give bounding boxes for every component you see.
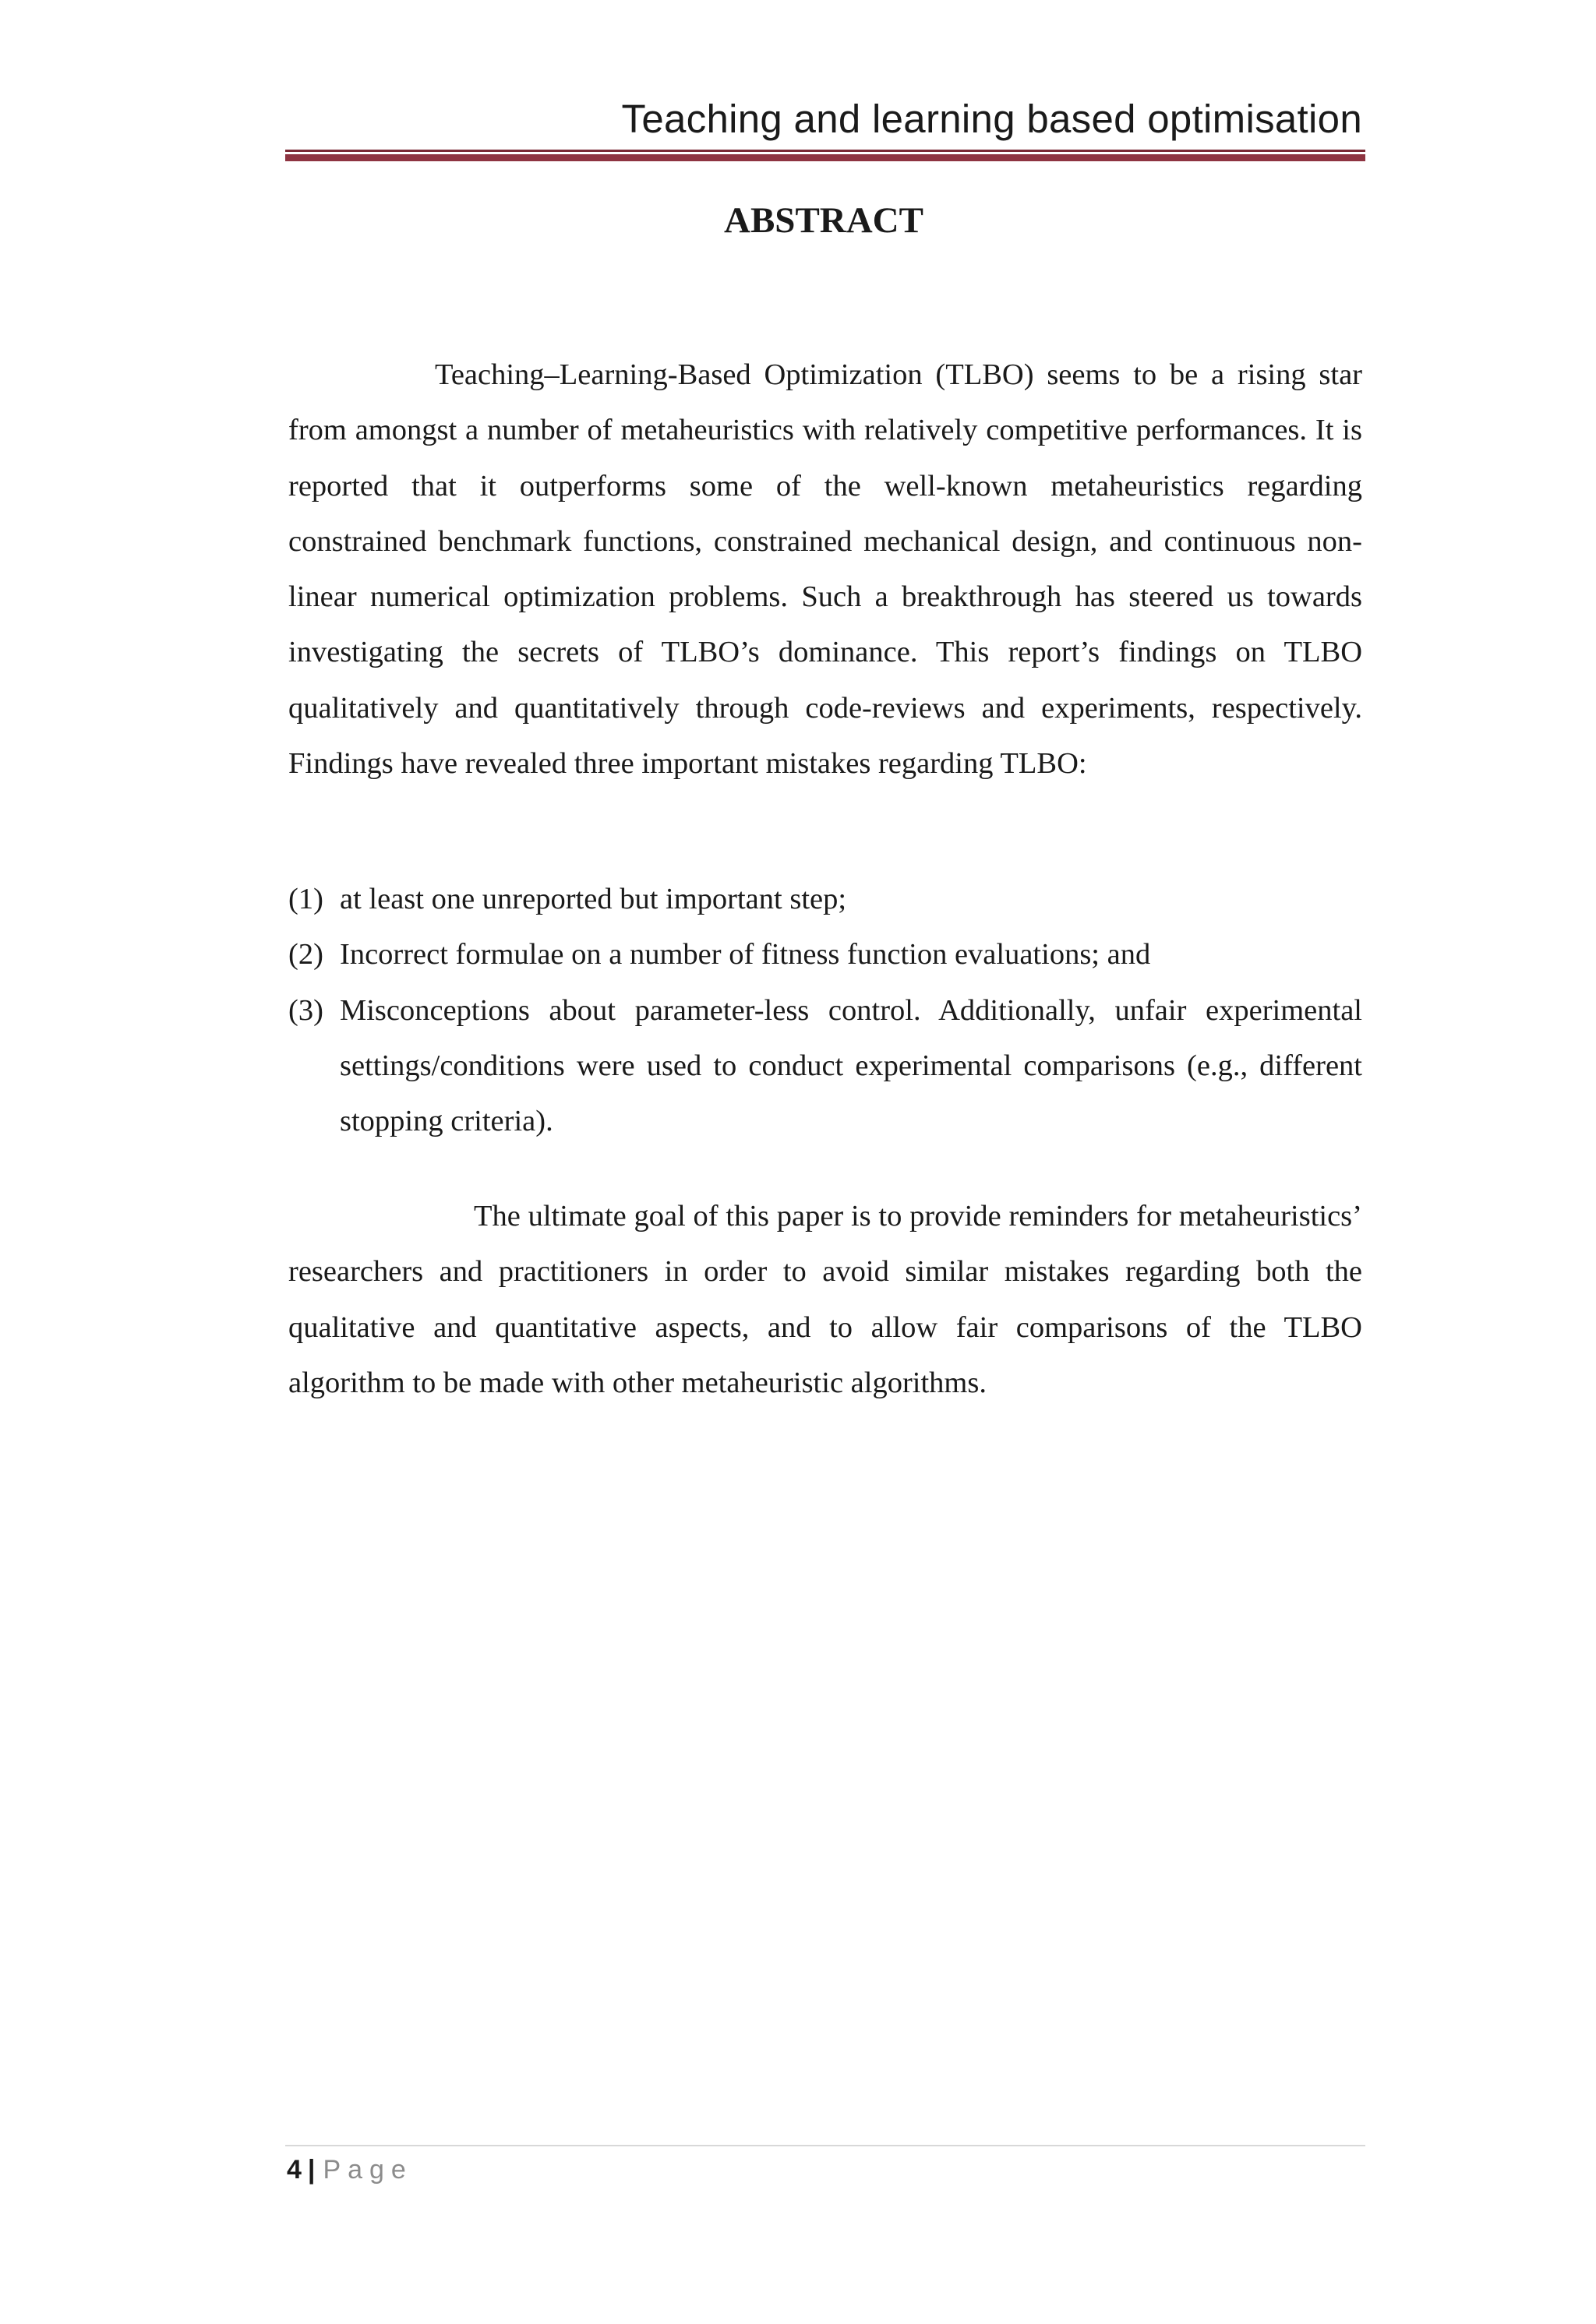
list-item bbox=[288, 927, 1362, 982]
findings-list bbox=[288, 872, 1362, 1149]
list-item-text: Incorrect formulae on a number of fitness function evaluations; and bbox=[340, 938, 1151, 972]
list-item-text: at least one unreported but important step; bbox=[340, 883, 847, 915]
footer-rule bbox=[285, 2145, 1365, 2146]
abstract-intro-paragraph: Teaching–Learning-Based Optimization (TLBO) seems to be a rising star from amongst a number of metaheuristics with relatively competitive performances. It is reported that it outperforms some of the well-known metaheuristics regarding constrained benchmark functions, constrained mechanical design, and continuous non-linear numerical optimization problems. Such a breakthrough has steered us towards investigating the secrets of TLBO’s dominance. This report’s findings on TLBO qualitatively and quantitatively through code-reviews and experiments, respectively. Findings have revealed three important mistakes regarding TLBO: bbox=[288, 358, 1362, 781]
list-item bbox=[288, 872, 1362, 927]
page-footer bbox=[287, 2150, 413, 2189]
section-title: ABSTRACT bbox=[724, 200, 923, 241]
list-item-number: (3) bbox=[288, 993, 323, 1027]
page-number: 4 bbox=[287, 2155, 302, 2185]
footer-page-label: Page bbox=[323, 2155, 413, 2185]
list-item-text: Misconceptions about parameter-less control. Additionally, unfair experimental settings/conditions were used to conduct experimental comparisons (e.g., different stopping criteria). bbox=[340, 993, 1362, 1138]
running-header-title: Teaching and learning based optimisation bbox=[621, 97, 1362, 141]
list-item-number: (1) bbox=[288, 883, 323, 915]
footer-separator: | bbox=[307, 2155, 316, 2185]
list-item-number: (2) bbox=[288, 938, 323, 972]
header-rule-thin bbox=[285, 150, 1365, 152]
abstract-conclusion-paragraph: The ultimate goal of this paper is to provide reminders for metaheuristics’ researchers and practitioners in order to avoid similar mistakes regarding both the qualitative and quantitative aspects, and to allow fair comparisons of the TLBO algorithm to be made with other metaheuristic algorithms. bbox=[288, 1200, 1362, 1399]
header-rule-thick bbox=[285, 154, 1365, 161]
list-item bbox=[288, 983, 1362, 1150]
